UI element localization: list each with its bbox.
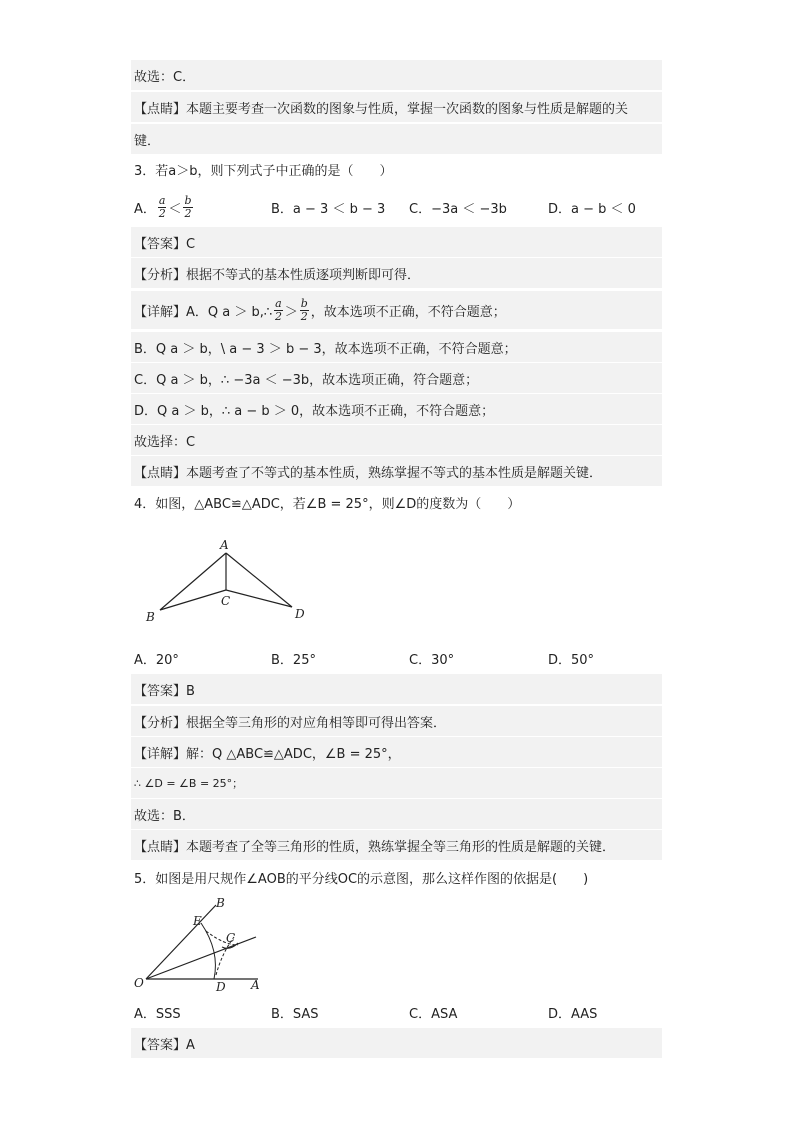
label-d: D <box>216 980 226 994</box>
q3-answer: 【答案】C <box>131 227 662 257</box>
label-c: C <box>226 931 236 945</box>
q3-detail-a: 【详解】A．Q a ＞ b,∴ $\frac{a}{2}$ ＞ $\frac{b}{2}$ ，故本选项不正确，不符合题意； <box>131 291 662 329</box>
segment-ab <box>160 553 226 610</box>
fraction: $\frac{b}{2}$ <box>184 193 192 220</box>
label-o: O <box>134 976 144 990</box>
fraction: $\frac{a}{2}$ <box>158 193 166 220</box>
q3-detail-b: B．Q a ＞ b，\ a − 3 ＞ b − 3，故本选项不正确，不符合题意； <box>131 332 662 362</box>
fraction: $\frac{b}{2}$ <box>300 296 308 323</box>
q4-answer: 【答案】B <box>131 674 662 704</box>
q5-option-c: C．ASA <box>409 1006 458 1022</box>
q3-detail-d: D．Q a ＞ b，∴ a − b ＞ 0，故本选项不正确，不符合题意； <box>131 394 662 424</box>
q5-answer: 【答案】A <box>131 1028 662 1058</box>
label-e: E <box>193 914 202 928</box>
q3-stem-text: 3．若a＞b，则下列式子中正确的是（ ） <box>134 163 393 179</box>
label-b: B <box>146 610 155 624</box>
segment-bc <box>160 590 226 610</box>
q4-option-a: A．20° <box>134 652 179 668</box>
q4-option-b: B．25° <box>271 652 316 668</box>
ray-ob <box>146 905 216 979</box>
q3-point: 【点睛】本题考查了不等式的基本性质，熟练掌握不等式的基本性质是解题关键． <box>131 456 662 486</box>
fraction: $\frac{a}{2}$ <box>274 296 282 323</box>
label-a: A <box>220 538 229 552</box>
q3-detail-c: C．Q a ＞ b，∴ −3a ＜ −3b，故本选项正确，符合题意； <box>131 363 662 393</box>
label-c: C <box>221 594 231 608</box>
q4-triangle-figure <box>140 533 320 628</box>
q4-options <box>131 643 662 673</box>
q3-choose: 故选择：C <box>131 425 662 455</box>
q4-stem: 4．如图，△ABC≌△ADC，若∠B = 25°，则∠D的度数为（ ） <box>134 496 521 512</box>
q4-choose: 故选：B． <box>131 799 662 829</box>
q3-option-d: D．a − b ＜ 0 <box>548 201 636 217</box>
ray-oc <box>146 937 256 979</box>
choice-text: 故选：C． <box>134 69 196 85</box>
comment-line-cont <box>131 124 662 154</box>
q4-point: 【点睛】本题考查了全等三角形的性质，熟练掌握全等三角形的性质是解题的关键． <box>131 830 662 860</box>
q3-option-c: C．−3a ＜ −3b <box>409 201 507 217</box>
comment-text: 【点睛】本题主要考查一次函数的图象与性质，掌握一次函数的图象与性质是解题的关 <box>134 101 629 117</box>
label-a: A <box>251 978 260 992</box>
q4-analysis: 【分析】根据全等三角形的对应角相等即可得出答案． <box>131 706 662 736</box>
q4-option-c: C．30° <box>409 652 455 668</box>
answer-line <box>131 60 662 90</box>
q3-option-a: A． $\frac{a}{2}$ ＜ $\frac{b}{2}$ <box>134 193 192 220</box>
comment-text-cont: 键． <box>134 133 161 149</box>
q3-analysis: 【分析】根据不等式的基本性质逐项判断即可得． <box>131 258 662 288</box>
comment-line <box>131 92 662 122</box>
q4-option-d: D．50° <box>548 652 595 668</box>
q3-option-b: B．a − 3 ＜ b − 3 <box>271 201 386 217</box>
q3-options <box>131 190 662 224</box>
q5-options <box>131 997 662 1027</box>
q4-detail-2: ∴ ∠D = ∠B = 25°； <box>131 768 662 798</box>
q3-stem <box>131 154 662 184</box>
q5-option-d: D．AAS <box>548 1006 598 1022</box>
q5-stem: 5．如图是用尺规作∠AOB的平分线OC的示意图，那么这样作图的依据是( ) <box>134 871 589 887</box>
label-d: D <box>295 607 305 621</box>
q4-detail: 【详解】解：Q △ABC≌△ADC，∠B = 25°， <box>131 737 662 767</box>
q5-bisector-figure <box>130 893 270 995</box>
q5-option-a: A．SSS <box>134 1006 181 1022</box>
arc-ed <box>201 923 215 979</box>
q5-option-b: B．SAS <box>271 1006 319 1022</box>
label-b: B <box>216 896 225 910</box>
